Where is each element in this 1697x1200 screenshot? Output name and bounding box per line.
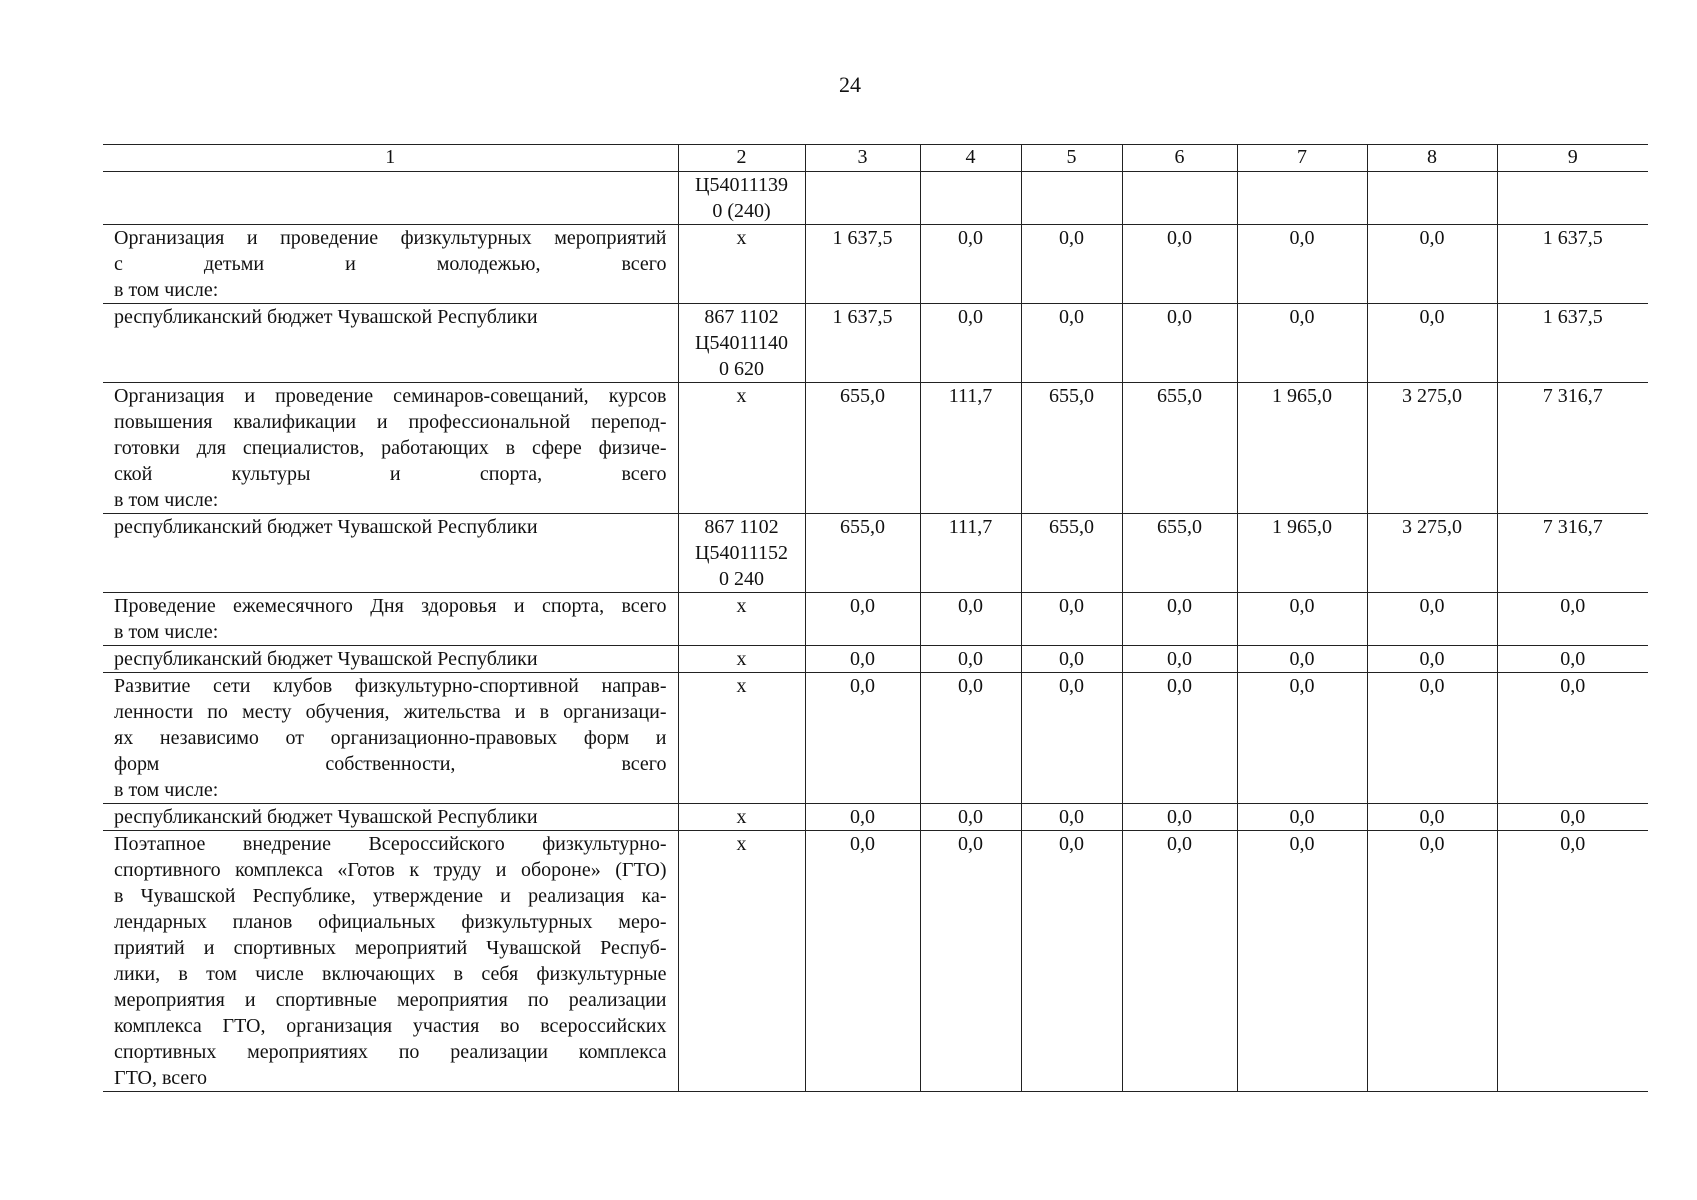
description-line: приятий и спортивных мероприятий Чувашской Респуб- <box>114 937 667 959</box>
code-line: x <box>736 385 747 407</box>
row-value-cell: 655,0 <box>1021 383 1122 514</box>
row-value-cell: 0,0 <box>805 831 920 1092</box>
description-line: ленности по месту обучения, жительства и в организаци- <box>114 701 667 723</box>
row-value-cell: 111,7 <box>920 514 1021 593</box>
row-value-cell: 0,0 <box>1237 673 1367 804</box>
table-row <box>103 673 1648 804</box>
table-row <box>103 514 1648 593</box>
row-value-cell: 0,0 <box>1237 304 1367 383</box>
description-line: в Чувашской Республике, утверждение и реализация ка- <box>114 885 667 907</box>
row-value-cell: 0,0 <box>805 593 920 646</box>
row-value-cell: 0,0 <box>920 646 1021 673</box>
code-line: x <box>736 833 747 855</box>
row-value-cell: 0,0 <box>1021 225 1122 304</box>
code-line: x <box>736 595 747 617</box>
description-line: республиканский бюджет Чувашской Республики <box>114 516 538 538</box>
code-line: 867 1102 <box>704 306 779 328</box>
row-value-cell: 0,0 <box>1367 304 1497 383</box>
row-value-cell: 655,0 <box>1122 383 1237 514</box>
description-line: республиканский бюджет Чувашской Республики <box>114 306 538 328</box>
row-value-cell <box>920 172 1021 225</box>
row-value-cell: 0,0 <box>1021 804 1122 831</box>
row-value-cell: 1 637,5 <box>805 304 920 383</box>
row-value-cell: 0,0 <box>1497 593 1648 646</box>
row-value-cell: 0,0 <box>1237 593 1367 646</box>
row-value-cell <box>1497 172 1648 225</box>
description-line: лендарных планов официальных физкультурных меро- <box>114 911 667 933</box>
header-cell: 6 <box>1122 145 1237 172</box>
description-line: с детьми и молодежью, всего <box>114 253 667 275</box>
row-value-cell: 0,0 <box>920 673 1021 804</box>
description-line: повышения квалификации и профессиональной перепод- <box>114 411 667 433</box>
header-cell: 1 <box>103 145 678 172</box>
description-line: форм собственности, всего <box>114 753 667 775</box>
row-code-cell <box>678 831 805 1092</box>
row-description-cell <box>103 514 678 593</box>
row-value-cell: 0,0 <box>1367 593 1497 646</box>
table-row <box>103 225 1648 304</box>
table-body <box>103 145 1648 1092</box>
row-value-cell: 1 637,5 <box>1497 225 1648 304</box>
row-value-cell: 0,0 <box>1237 225 1367 304</box>
header-row <box>103 145 1648 172</box>
description-line: ях независимо от организационно-правовых форм и <box>114 727 667 749</box>
description-line: республиканский бюджет Чувашской Республики <box>114 806 538 828</box>
row-value-cell: 0,0 <box>1237 831 1367 1092</box>
row-value-cell: 0,0 <box>1021 646 1122 673</box>
table-row <box>103 383 1648 514</box>
code-line: x <box>736 806 747 828</box>
code-line: 0 240 <box>719 568 764 590</box>
row-code-cell <box>678 383 805 514</box>
row-value-cell: 0,0 <box>1367 831 1497 1092</box>
header-cell: 8 <box>1367 145 1497 172</box>
row-value-cell: 0,0 <box>920 304 1021 383</box>
row-value-cell: 0,0 <box>920 593 1021 646</box>
code-line: x <box>736 648 747 670</box>
row-value-cell: 0,0 <box>920 225 1021 304</box>
row-code-cell <box>678 673 805 804</box>
code-line: x <box>736 227 747 249</box>
header-cell: 2 <box>678 145 805 172</box>
row-description-cell <box>103 673 678 804</box>
row-code-cell <box>678 804 805 831</box>
row-value-cell <box>1021 172 1122 225</box>
row-value-cell: 111,7 <box>920 383 1021 514</box>
table-row <box>103 304 1648 383</box>
description-line: готовки для специалистов, работающих в сфере физиче- <box>114 437 667 459</box>
description-line: в том числе: <box>114 779 219 801</box>
row-value-cell: 655,0 <box>1122 514 1237 593</box>
table-row <box>103 804 1648 831</box>
page-number: 24 <box>839 72 861 97</box>
row-description-cell <box>103 646 678 673</box>
row-value-cell <box>1237 172 1367 225</box>
row-code-cell <box>678 646 805 673</box>
row-value-cell: 0,0 <box>1237 646 1367 673</box>
description-line: в том числе: <box>114 621 219 643</box>
row-value-cell: 3 275,0 <box>1367 514 1497 593</box>
row-value-cell <box>805 172 920 225</box>
description-line: комплекса ГТО, организация участия во всероссийских <box>114 1015 667 1037</box>
code-line: Ц54011139 <box>695 174 788 196</box>
row-value-cell: 0,0 <box>920 804 1021 831</box>
row-value-cell: 0,0 <box>1367 804 1497 831</box>
row-value-cell: 0,0 <box>920 831 1021 1092</box>
row-value-cell <box>1122 172 1237 225</box>
row-value-cell: 655,0 <box>805 383 920 514</box>
row-value-cell: 0,0 <box>1122 673 1237 804</box>
code-line: Ц54011152 <box>695 542 788 564</box>
row-value-cell: 655,0 <box>1021 514 1122 593</box>
row-value-cell: 1 637,5 <box>805 225 920 304</box>
description-line: в том числе: <box>114 279 219 301</box>
row-value-cell: 0,0 <box>1367 673 1497 804</box>
row-value-cell: 7 316,7 <box>1497 514 1648 593</box>
row-code-cell <box>678 225 805 304</box>
row-value-cell: 0,0 <box>1237 804 1367 831</box>
code-line: 867 1102 <box>704 516 779 538</box>
row-value-cell: 0,0 <box>1367 225 1497 304</box>
table-row <box>103 646 1648 673</box>
row-code-cell <box>678 172 805 225</box>
table-row <box>103 172 1648 225</box>
description-line: республиканский бюджет Чувашской Республики <box>114 648 538 670</box>
row-code-cell <box>678 593 805 646</box>
header-cell: 5 <box>1021 145 1122 172</box>
row-value-cell: 0,0 <box>1021 304 1122 383</box>
code-line: 0 620 <box>719 358 764 380</box>
row-description-cell <box>103 593 678 646</box>
description-line: Развитие сети клубов физкультурно-спортивной направ- <box>114 675 667 697</box>
row-value-cell: 1 637,5 <box>1497 304 1648 383</box>
row-code-cell <box>678 304 805 383</box>
row-value-cell: 0,0 <box>805 646 920 673</box>
description-line: ской культуры и спорта, всего <box>114 463 667 485</box>
row-description-cell <box>103 804 678 831</box>
row-value-cell: 0,0 <box>1367 646 1497 673</box>
header-cell: 3 <box>805 145 920 172</box>
row-value-cell: 0,0 <box>1021 673 1122 804</box>
description-line: спортивных мероприятиях по реализации комплекса <box>114 1041 667 1063</box>
header-cell: 7 <box>1237 145 1367 172</box>
header-cell: 9 <box>1497 145 1648 172</box>
row-value-cell <box>1367 172 1497 225</box>
row-value-cell: 655,0 <box>805 514 920 593</box>
row-value-cell: 0,0 <box>1021 593 1122 646</box>
row-value-cell: 7 316,7 <box>1497 383 1648 514</box>
row-value-cell: 0,0 <box>1122 804 1237 831</box>
description-line: лики, в том числе включающих в себя физкультурные <box>114 963 667 985</box>
code-line: 0 (240) <box>712 200 771 222</box>
description-line: Проведение ежемесячного Дня здоровья и спорта, всего <box>114 595 667 617</box>
row-value-cell: 0,0 <box>1497 673 1648 804</box>
row-value-cell: 0,0 <box>1122 225 1237 304</box>
row-value-cell: 0,0 <box>805 804 920 831</box>
table-row <box>103 831 1648 1092</box>
row-value-cell: 0,0 <box>1122 646 1237 673</box>
row-description-cell <box>103 304 678 383</box>
description-line: мероприятия и спортивные мероприятия по реализации <box>114 989 667 1011</box>
description-line: в том числе: <box>114 489 219 511</box>
row-value-cell: 0,0 <box>1497 804 1648 831</box>
row-value-cell: 0,0 <box>1122 831 1237 1092</box>
description-line: Поэтапное внедрение Всероссийского физкультурно- <box>114 833 667 855</box>
row-code-cell <box>678 514 805 593</box>
code-line: Ц54011140 <box>695 332 788 354</box>
code-line: x <box>736 675 747 697</box>
description-line: Организация и проведение семинаров-совещаний, курсов <box>114 385 667 407</box>
row-value-cell: 0,0 <box>1497 831 1648 1092</box>
table-row <box>103 593 1648 646</box>
row-description-cell <box>103 225 678 304</box>
description-line: ГТО, всего <box>114 1067 207 1089</box>
row-description-cell <box>103 383 678 514</box>
row-value-cell: 3 275,0 <box>1367 383 1497 514</box>
row-value-cell: 0,0 <box>805 673 920 804</box>
description-line: спортивного комплекса «Готов к труду и обороне» (ГТО) <box>114 859 667 881</box>
row-value-cell: 0,0 <box>1497 646 1648 673</box>
row-value-cell: 0,0 <box>1122 304 1237 383</box>
row-value-cell: 1 965,0 <box>1237 514 1367 593</box>
row-value-cell: 1 965,0 <box>1237 383 1367 514</box>
description-line: Организация и проведение физкультурных мероприятий <box>114 227 667 249</box>
row-value-cell: 0,0 <box>1122 593 1237 646</box>
row-value-cell: 0,0 <box>1021 831 1122 1092</box>
header-cell: 4 <box>920 145 1021 172</box>
row-description-cell <box>103 831 678 1092</box>
row-description-cell <box>103 172 678 225</box>
budget-table <box>103 144 1648 1092</box>
